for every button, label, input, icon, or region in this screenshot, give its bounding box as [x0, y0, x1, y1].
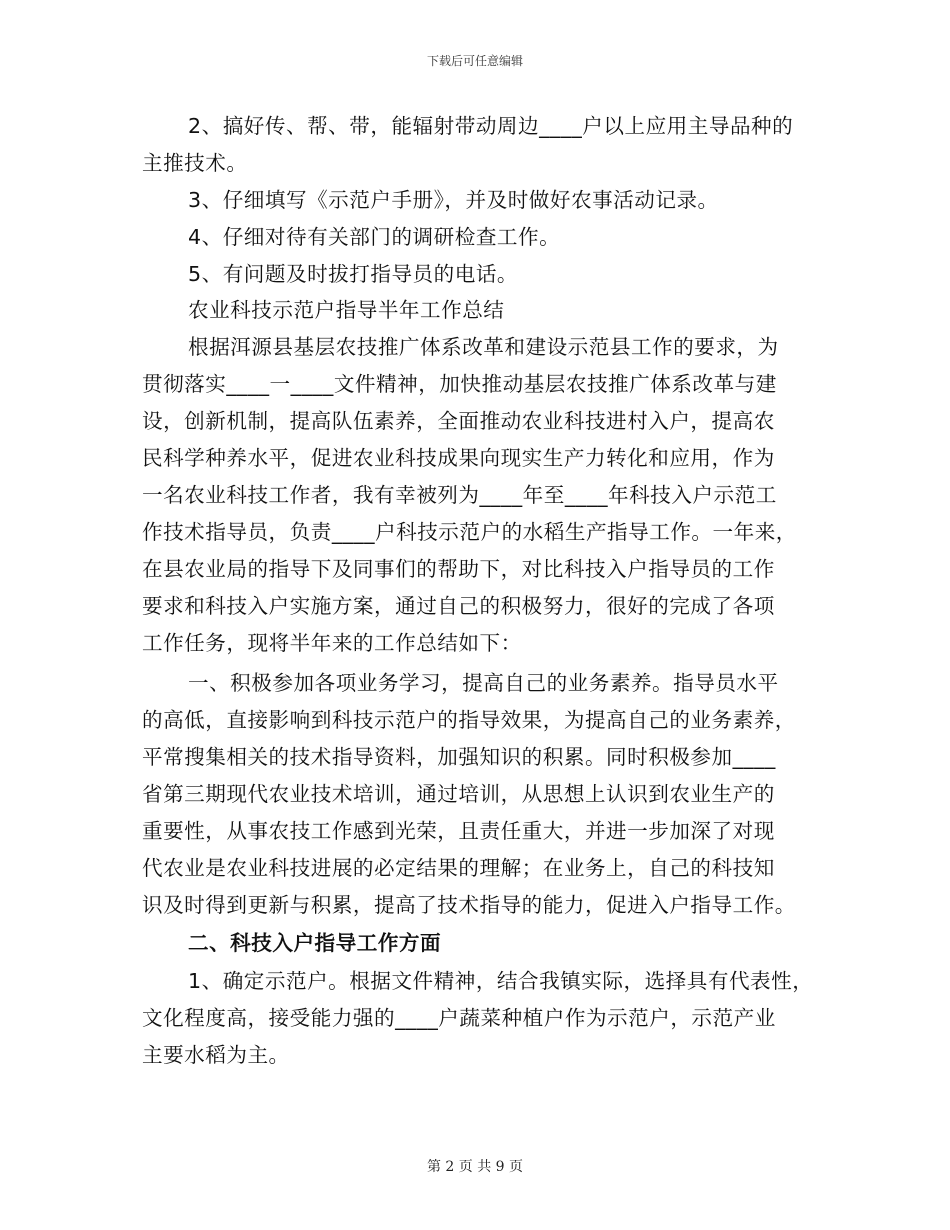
body-line: 重要性，从事农技工作感到光荣，且责任重大，并进一步加深了对现 — [142, 819, 775, 843]
body-line: 贯彻落实____一____文件精神，加快推动基层农技推广体系改革与建 — [142, 372, 777, 396]
body-line: 平常搜集相关的技术指导资料，加强知识的积累。同时积极参加____ — [142, 745, 776, 769]
body-line: 4、仔细对待有关部门的调研检查工作。 — [188, 225, 561, 249]
body-line: 5、有问题及时拔打指导员的电话。 — [188, 262, 519, 286]
body-line: 2、搞好传、帮、带，能辐射带动周边____户以上应用主导品种的 — [188, 114, 794, 138]
body-line: 在县农业局的指导下及同事们的帮助下，对比科技入户指导员的工作 — [142, 557, 775, 581]
body-line: 要求和科技入户实施方案，通过自己的积极努力，很好的完成了各项 — [142, 594, 775, 618]
body-line: 设，创新机制，提高队伍素养，全面推动农业科技进村入户，提高农 — [142, 409, 775, 433]
body-line: 的高低，直接影响到科技示范户的指导效果，为提高自己的业务素养， — [142, 708, 796, 732]
body-line: 工作任务，现将半年来的工作总结如下： — [142, 631, 522, 655]
body-line: 主要水稻为主。 — [142, 1043, 290, 1067]
body-line: 一名农业科技工作者，我有幸被列为____年至____年科技入户示范工 — [142, 483, 777, 507]
page-number: 第 2 页 共 9 页 — [426, 1159, 524, 1175]
body-line: 3、仔细填写《示范户手册》，并及时做好农事活动记录。 — [188, 188, 719, 212]
body-line: 文化程度高，接受能力强的____户蔬菜种植户作为示范户，示范产业 — [142, 1006, 776, 1030]
section-heading: 二、科技入户指导工作方面 — [188, 931, 442, 955]
body-line: 作技术指导员，负责____户科技示范户的水稻生产指导工作。一年来， — [142, 520, 797, 544]
body-line: 根据洱源县基层农技推广体系改革和建设示范县工作的要求，为 — [188, 335, 779, 359]
body-line: 1、确定示范户。根据文件精神，结合我镇实际，选择具有代表性， — [188, 969, 814, 993]
body-line: 识及时得到更新与积累，提高了技术指导的能力，促进入户指导工作。 — [142, 893, 796, 917]
body-line: 主推技术。 — [142, 151, 248, 175]
section-title: 农业科技示范户指导半年工作总结 — [188, 298, 505, 322]
body-line: 民科学种养水平，促进农业科技成果向现实生产力转化和应用，作为 — [142, 446, 775, 470]
body-line: 省第三期现代农业技术培训，通过培训，从思想上认识到农业生产的 — [142, 782, 775, 806]
page-header: 下载后可任意编辑 — [426, 54, 523, 68]
body-line: 代农业是农业科技进展的必定结果的理解；在业务上，自己的科技知 — [142, 856, 775, 880]
body-line: 一、积极参加各项业务学习，提高自己的业务素养。指导员水平 — [188, 671, 779, 695]
